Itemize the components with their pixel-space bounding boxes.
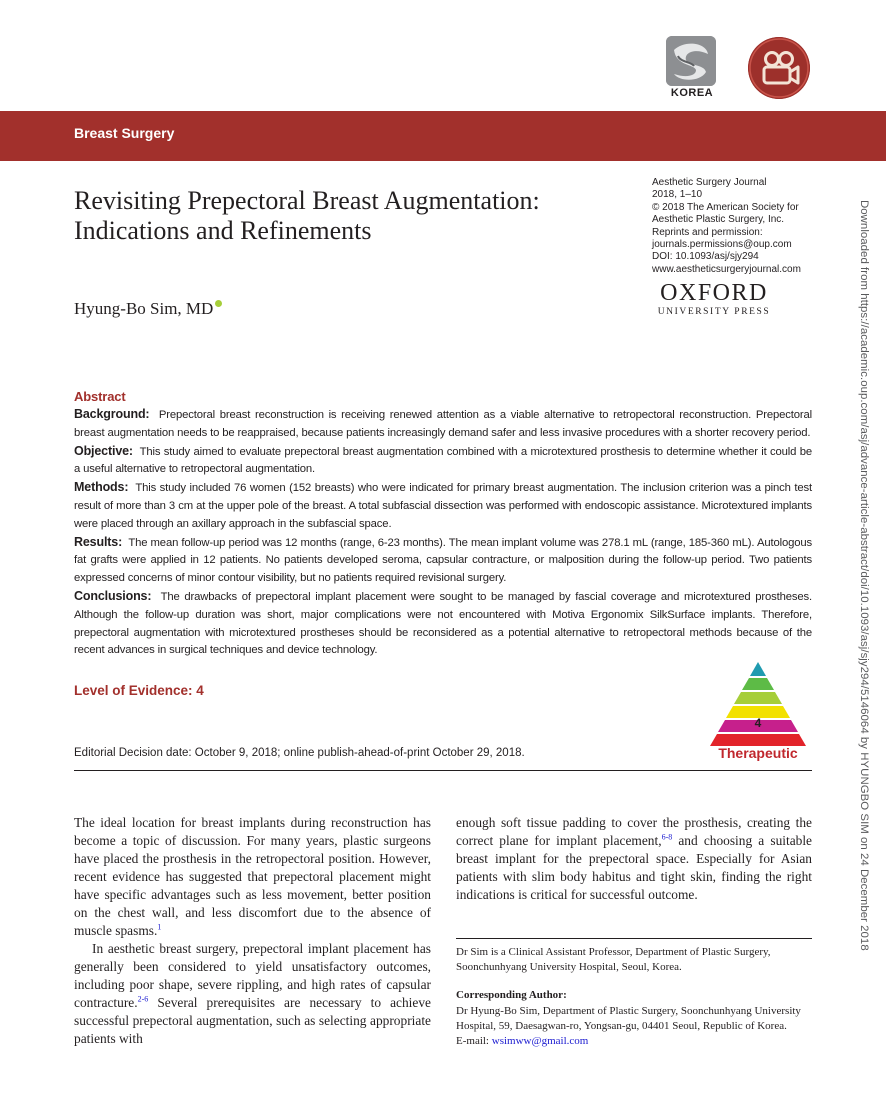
korea-label: KOREA: [670, 87, 714, 99]
abstract: [74, 388, 812, 660]
permissions-email[interactable]: journals.permissions@oup.com: [652, 239, 792, 251]
paragraph-2-text-b: Several prerequisites are necessary to achieve successful prepectoral augmentation, such as selecting appropriate patients with: [74, 995, 431, 1046]
abstract-heading: Abstract: [74, 389, 126, 404]
doi[interactable]: DOI: 10.1093/asj/sjy294: [652, 251, 759, 263]
abstract-conclusions: [74, 588, 812, 660]
email-link[interactable]: wsimww@gmail.com: [491, 1035, 589, 1048]
section-banner: [0, 111, 886, 161]
background-label: Background:: [74, 407, 150, 421]
oxford-logo: [652, 281, 776, 319]
divider: [74, 770, 812, 771]
abstract-results: [74, 534, 812, 588]
copyright-line-1: © 2018 The American Society for: [652, 201, 799, 213]
background-text: Prepectoral breast reconstruction is receiving renewed attention as a viable alternative to retropectoral reconstruction. Prepectoral breast augmentation needs to be reappraised, because patients increasingly demand safer and less invasive procedures with a shorter recovery period.: [74, 409, 812, 439]
body-paragraph-3: [456, 814, 812, 904]
objective-label: Objective:: [74, 443, 133, 458]
pyramid-label: Therapeutic: [718, 745, 798, 761]
article-title: [74, 186, 634, 246]
conclusions-text: The drawbacks of prepectoral implant placement were sought to be managed by fascial coverage and microtextured prostheses. Although the follow-up duration was short, major complications were not encountered with Motiva Ergonomix SilkSurface implants. Therefore, prepectoral augmentation with microtextured prostheses should be reconsidered as a potential alternative to retropectoral methods because of the recent advances in surgical techniques and device technology.: [74, 590, 812, 657]
body-left-column: [74, 814, 431, 1048]
author-line: [74, 298, 222, 320]
journal-info: [652, 177, 822, 276]
objective-text: This study aimed to evaluate prepectoral breast augmentation combined with a microtextured prosthesis to determine whether it could be a useful alternative to retropectoral augmentation.: [74, 445, 812, 476]
author-name[interactable]: Hyung-Bo Sim, MD: [74, 299, 214, 318]
abstract-methods: [74, 479, 812, 533]
reference-link[interactable]: 2-6: [137, 994, 149, 1004]
abstract-objective: [74, 443, 812, 480]
title-line-1: Revisiting Prepectoral Breast Augmentation:: [74, 186, 540, 215]
publisher-sub: UNIVERSITY PRESS: [657, 307, 771, 317]
journal-name: Aesthetic Surgery Journal: [652, 177, 767, 188]
methods-text: This study included 76 women (152 breasts) who were indicated for primary breast augmentation. The inclusion criterion was a pinch test result of more than 3 cm at the upper pole of the breast. A total subfascial dissection was performed with endoscopic assistance. Microtextured implants were placed through an axillary approach in the subfascial space.: [74, 482, 812, 530]
footnotes: [456, 945, 812, 1049]
journal-year: 2018, 1–10: [652, 189, 703, 201]
abstract-background: [74, 406, 812, 443]
reference-link[interactable]: 1: [157, 922, 162, 932]
paragraph-1-text: The ideal location for breast implants during reconstruction has become a topic of discussion. For many years, plastic surgeons have placed the prosthesis in the retropectoral position. However, recent evidence has suggested that prepectoral placement might have specific advantages such as less movement, better position on the chest wall, and less discomfort due to the absence of muscle spasms.: [74, 815, 431, 938]
results-text: The mean follow-up period was 12 months (range, 6-23 months). The mean implant volume was 278.1 mL (range, 185-360 mL). Autologous fat grafts were applied in 12 patients. No patients developed seroma, capsular contracture, or malposition during the follow-up period. Two patients expressed concerns of minor contour visibility, but no patients required revisional surgery.: [74, 536, 812, 585]
paragraph-3-text-a: enough soft tissue padding to cover the prosthesis, creating the correct plane for implant placement,: [456, 815, 812, 848]
paragraph-2-text-a: In aesthetic breast surgery, prepectoral implant placement has generally been considered to yield unsatisfactory outcomes, including poor shape, severe rippling, and high rates of capsular contracture.: [74, 941, 431, 1010]
korea-logo: [664, 36, 720, 102]
body-right-column: [456, 814, 812, 904]
conclusions-label: Conclusions:: [74, 588, 152, 603]
email-label: E-mail:: [456, 1035, 492, 1048]
video-camera-icon[interactable]: [748, 37, 810, 99]
copyright-line-2: Aesthetic Plastic Surgery, Inc.: [652, 214, 785, 226]
publisher-name: OXFORD: [660, 280, 768, 306]
download-watermark: Downloaded from https://academic.oup.com/asj/advance-article-abstract/doi/10.1093/asj/sjy294/5146064 by HYUNGBO SIM on 24 December 2018: [858, 200, 870, 951]
orcid-icon[interactable]: [215, 300, 222, 307]
footnote-divider: [456, 938, 812, 939]
editorial-dates: Editorial Decision date: October 9, 2018; online publish-ahead-of-print October 29, 2018.: [74, 747, 525, 759]
paragraph-3-text-b: and choosing a suitable breast implant for the prepectoral space. Especially for Asian patients with slim body habitus and tight skin, finding the right indications is critical for successful outcome.: [456, 833, 813, 902]
journal-url[interactable]: www.aestheticsurgeryjournal.com: [652, 263, 801, 275]
results-label: Results:: [74, 534, 123, 549]
corresponding-text: Dr Hyung-Bo Sim, Department of Plastic Surgery, Soonchunhyang University Hospital, 59, Daesagwan-ro, Yongsan-gu, 04401 Seoul, Republic of Korea.: [456, 1004, 801, 1032]
reference-link[interactable]: 6-8: [661, 832, 673, 842]
swirl-icon: [666, 36, 716, 86]
level-of-evidence: Level of Evidence: 4: [74, 683, 204, 698]
reprints-label: Reprints and permission:: [652, 226, 763, 238]
section-label: Breast Surgery: [74, 125, 175, 141]
corresponding-heading: Corresponding Author:: [456, 989, 567, 1002]
pyramid-level-text: 4: [754, 716, 762, 730]
body-paragraph-1: [74, 814, 431, 940]
title-line-2: Indications and Refinements: [74, 216, 372, 245]
email-line: [456, 1034, 812, 1049]
methods-label: Methods:: [74, 480, 129, 495]
body-paragraph-2: [74, 940, 431, 1048]
affiliation-note: Dr Sim is a Clinical Assistant Professor, Department of Plastic Surgery, Soonchunhyang University Hospital, Seoul, Korea.: [456, 946, 771, 974]
